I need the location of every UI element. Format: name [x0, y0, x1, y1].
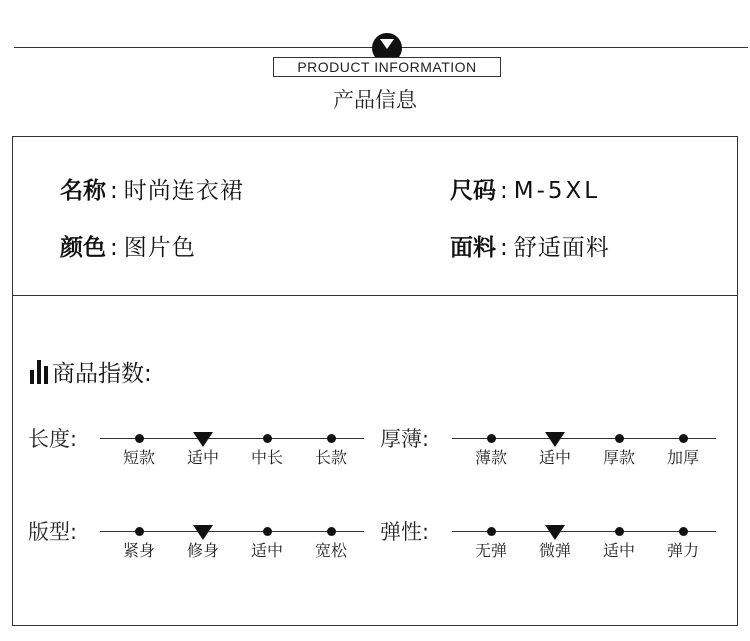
product-index-title-text: 商品指数:	[52, 361, 152, 387]
scale-dot	[135, 527, 144, 536]
product-details-panel	[12, 136, 738, 296]
info-size: 尺码 : M-5XL	[450, 178, 601, 204]
info-name: 名称 : 时尚连衣裙	[60, 178, 244, 204]
info-fabric-label: 面料	[450, 235, 496, 261]
scale-option-label: 宽松	[314, 541, 347, 560]
scale-label: 长度:	[28, 427, 78, 451]
scale-option-label: 中长	[250, 448, 283, 467]
info-name-label: 名称	[60, 178, 106, 204]
scale-label: 厚薄:	[380, 427, 430, 451]
scale-elasticity	[380, 516, 740, 576]
info-color-label: 颜色	[60, 235, 106, 261]
scale-fit	[28, 516, 388, 576]
info-fabric-value: 舒适面料	[513, 235, 610, 261]
scale-option-label: 适中	[602, 541, 635, 560]
scale-length	[28, 423, 388, 483]
scale-dot	[487, 434, 496, 443]
scale-option-label: 适中	[186, 448, 219, 467]
scale-dot	[263, 434, 272, 443]
scale-option-label: 适中	[250, 541, 283, 560]
info-color-value: 图片色	[123, 235, 196, 261]
scale-dot	[487, 527, 496, 536]
bar-chart-icon	[30, 358, 48, 384]
scale-dot	[135, 434, 144, 443]
scale-dot	[679, 527, 688, 536]
scale-thickness	[380, 423, 740, 483]
info-color: 颜色 : 图片色	[60, 235, 196, 261]
scale-dot	[263, 527, 272, 536]
scale-option-label: 紧身	[122, 541, 155, 560]
scale-option-label: 微弹	[538, 541, 571, 560]
scale-option-label: 修身	[186, 541, 219, 560]
scale-label: 弹性:	[380, 520, 430, 544]
scale-dot	[615, 527, 624, 536]
scale-dot	[615, 434, 624, 443]
info-fabric: 面料 : 舒适面料	[450, 235, 610, 261]
scale-dot	[327, 434, 336, 443]
scale-option-label: 薄款	[474, 448, 507, 467]
scale-option-label: 无弹	[474, 541, 507, 560]
scale-label: 版型:	[28, 520, 78, 544]
scale-option-label: 适中	[538, 448, 571, 467]
scale-option-label: 厚款	[602, 448, 635, 467]
scale-option-label: 短款	[122, 448, 155, 467]
scale-dot	[327, 527, 336, 536]
product-info-subtitle: 产品信息	[333, 88, 417, 112]
info-name-value: 时尚连衣裙	[123, 178, 244, 204]
scale-option-label: 长款	[314, 448, 347, 467]
scale-option-label: 加厚	[666, 448, 699, 467]
scale-option-label: 弹力	[666, 541, 699, 560]
scale-dot	[679, 434, 688, 443]
product-info-banner: PRODUCT INFORMATION	[273, 57, 501, 77]
product-index-title	[30, 358, 152, 388]
info-size-value: M-5XL	[513, 178, 601, 204]
info-size-label: 尺码	[450, 178, 496, 204]
